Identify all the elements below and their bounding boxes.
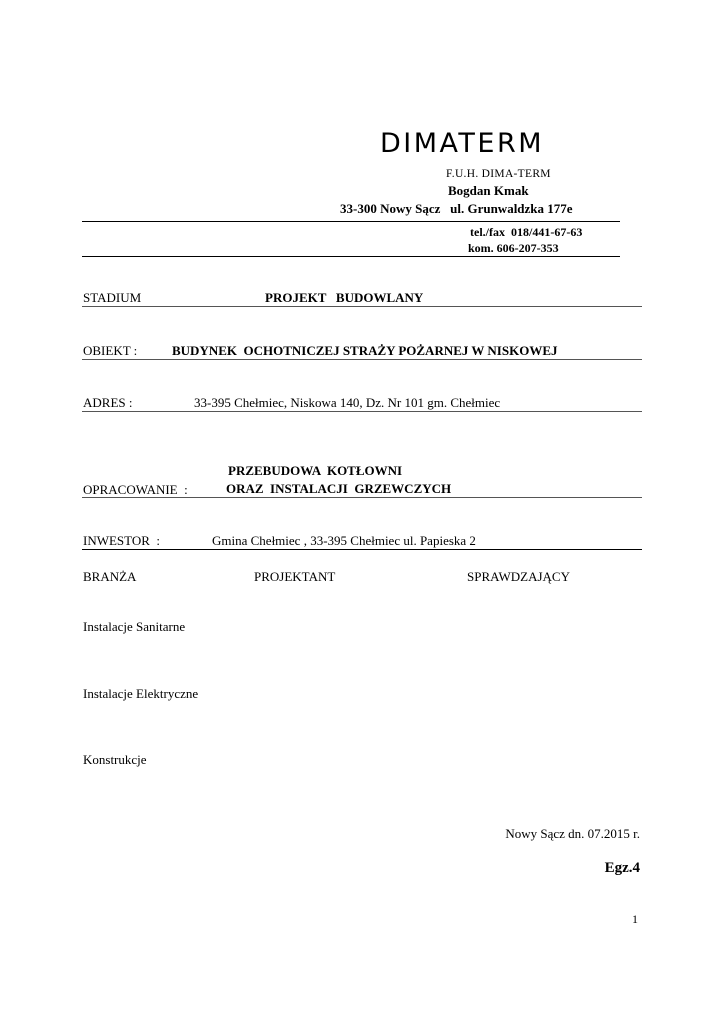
col-projektant: PROJEKTANT: [254, 569, 336, 584]
inwestor-label: INWESTOR :: [83, 533, 161, 548]
col-sprawdzajacy: SPRAWDZAJĄCY: [467, 569, 570, 584]
inwestor-value: Gmina Chełmiec , 33-395 Chełmiec ul. Papieska 2: [212, 533, 476, 548]
opracowanie-label: OPRACOWANIE :: [83, 482, 188, 497]
opracowanie-line2: ORAZ INSTALACJI GRZEWCZYCH: [226, 481, 452, 496]
copy-number: Egz.4: [604, 860, 640, 876]
row-instalacje-sanitarne: Instalacje Sanitarne: [83, 619, 186, 634]
inwestor-underline: [82, 549, 642, 550]
stadium-value: PROJEKT BUDOWLANY: [265, 290, 424, 305]
firm-name: F.U.H. DIMA-TERM: [446, 168, 551, 180]
firm-mobile: kom. 606-207-353: [468, 241, 559, 255]
obiekt-underline: [82, 359, 642, 360]
adres-label: ADRES :: [83, 395, 133, 410]
adres-underline: [82, 411, 642, 412]
obiekt-value: BUDYNEK OCHOTNICZEJ STRAŻY POŻARNEJ W NISKOWEJ: [172, 343, 558, 358]
adres-value: 33-395 Chełmiec, Niskowa 140, Dz. Nr 101 gm. Chełmiec: [194, 395, 501, 410]
header-divider-top: [82, 221, 620, 222]
stadium-label: STADIUM: [83, 290, 142, 305]
obiekt-label: OBIEKT :: [83, 343, 138, 358]
opracowanie-line1: PRZEBUDOWA KOTŁOWNI: [228, 463, 403, 478]
company-logo: DIMATERM: [380, 128, 545, 159]
firm-telfax: tel./fax 018/441-67-63: [470, 225, 583, 239]
page-number: 1: [632, 912, 638, 926]
row-instalacje-elektryczne: Instalacje Elektryczne: [83, 686, 199, 701]
header-divider-bottom: [82, 256, 620, 257]
firm-owner: Bogdan Kmak: [448, 183, 529, 198]
row-konstrukcje: Konstrukcje: [83, 752, 147, 767]
firm-address: 33-300 Nowy Sącz ul. Grunwaldzka 177e: [340, 201, 573, 216]
col-branza: BRANŻA: [83, 569, 137, 584]
opracowanie-underline: [82, 497, 642, 498]
stadium-underline: [82, 306, 642, 307]
place-date: Nowy Sącz dn. 07.2015 r.: [505, 826, 640, 841]
